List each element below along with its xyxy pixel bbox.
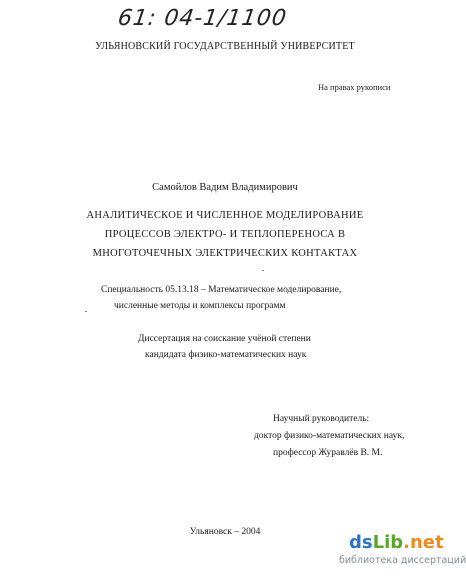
handwritten-catalog-mark: 61: 04-1/1100	[116, 6, 289, 31]
logo-lib-text: Lib	[372, 532, 404, 553]
logo-net-text: .net	[403, 532, 444, 553]
scan-speck	[85, 311, 87, 312]
rights-note: На правах рукописи	[318, 82, 391, 92]
degree-line-1: Диссертация на соискание учёной степени	[138, 334, 311, 344]
dslib-watermark-logo[interactable]	[349, 532, 444, 554]
author-name: Самойлов Вадим Владимирович	[152, 182, 298, 193]
supervisor-line-1: Научный руководитель:	[273, 414, 370, 424]
degree-line-2: кандидата физико-математических наук	[145, 350, 307, 360]
dissertation-title-line-1: АНАЛИТИЧЕСКОЕ И ЧИСЛЕННОЕ МОДЕЛИРОВАНИЕ	[86, 210, 364, 221]
dissertation-title-line-2: ПРОЦЕССОВ ЭЛЕКТРО- И ТЕПЛОПЕРЕНОСА В	[104, 229, 346, 240]
specialty-line-1: Специальность 05.13.18 – Математическое моделирование,	[101, 285, 342, 295]
dslib-watermark-tagline: библиотека диссертаций	[339, 555, 466, 566]
specialty-line-2: численные методы и комплексы программ	[114, 301, 286, 311]
university-name: УЛЬЯНОВСКИЙ ГОСУДАРСТВЕННЫЙ УНИВЕРСИТЕТ	[95, 41, 355, 52]
logo-ds-text: ds	[349, 532, 373, 553]
city-year: Ульяновск – 2004	[189, 527, 261, 537]
supervisor-line-2: доктор физико-математических наук,	[254, 431, 405, 441]
scan-speck	[262, 270, 264, 271]
supervisor-line-3: профессор Журавлёв В. М.	[273, 448, 383, 458]
dissertation-title-line-3: МНОГОТОЧЕЧНЫХ ЭЛЕКТРИЧЕСКИХ КОНТАКТАХ	[92, 248, 358, 259]
